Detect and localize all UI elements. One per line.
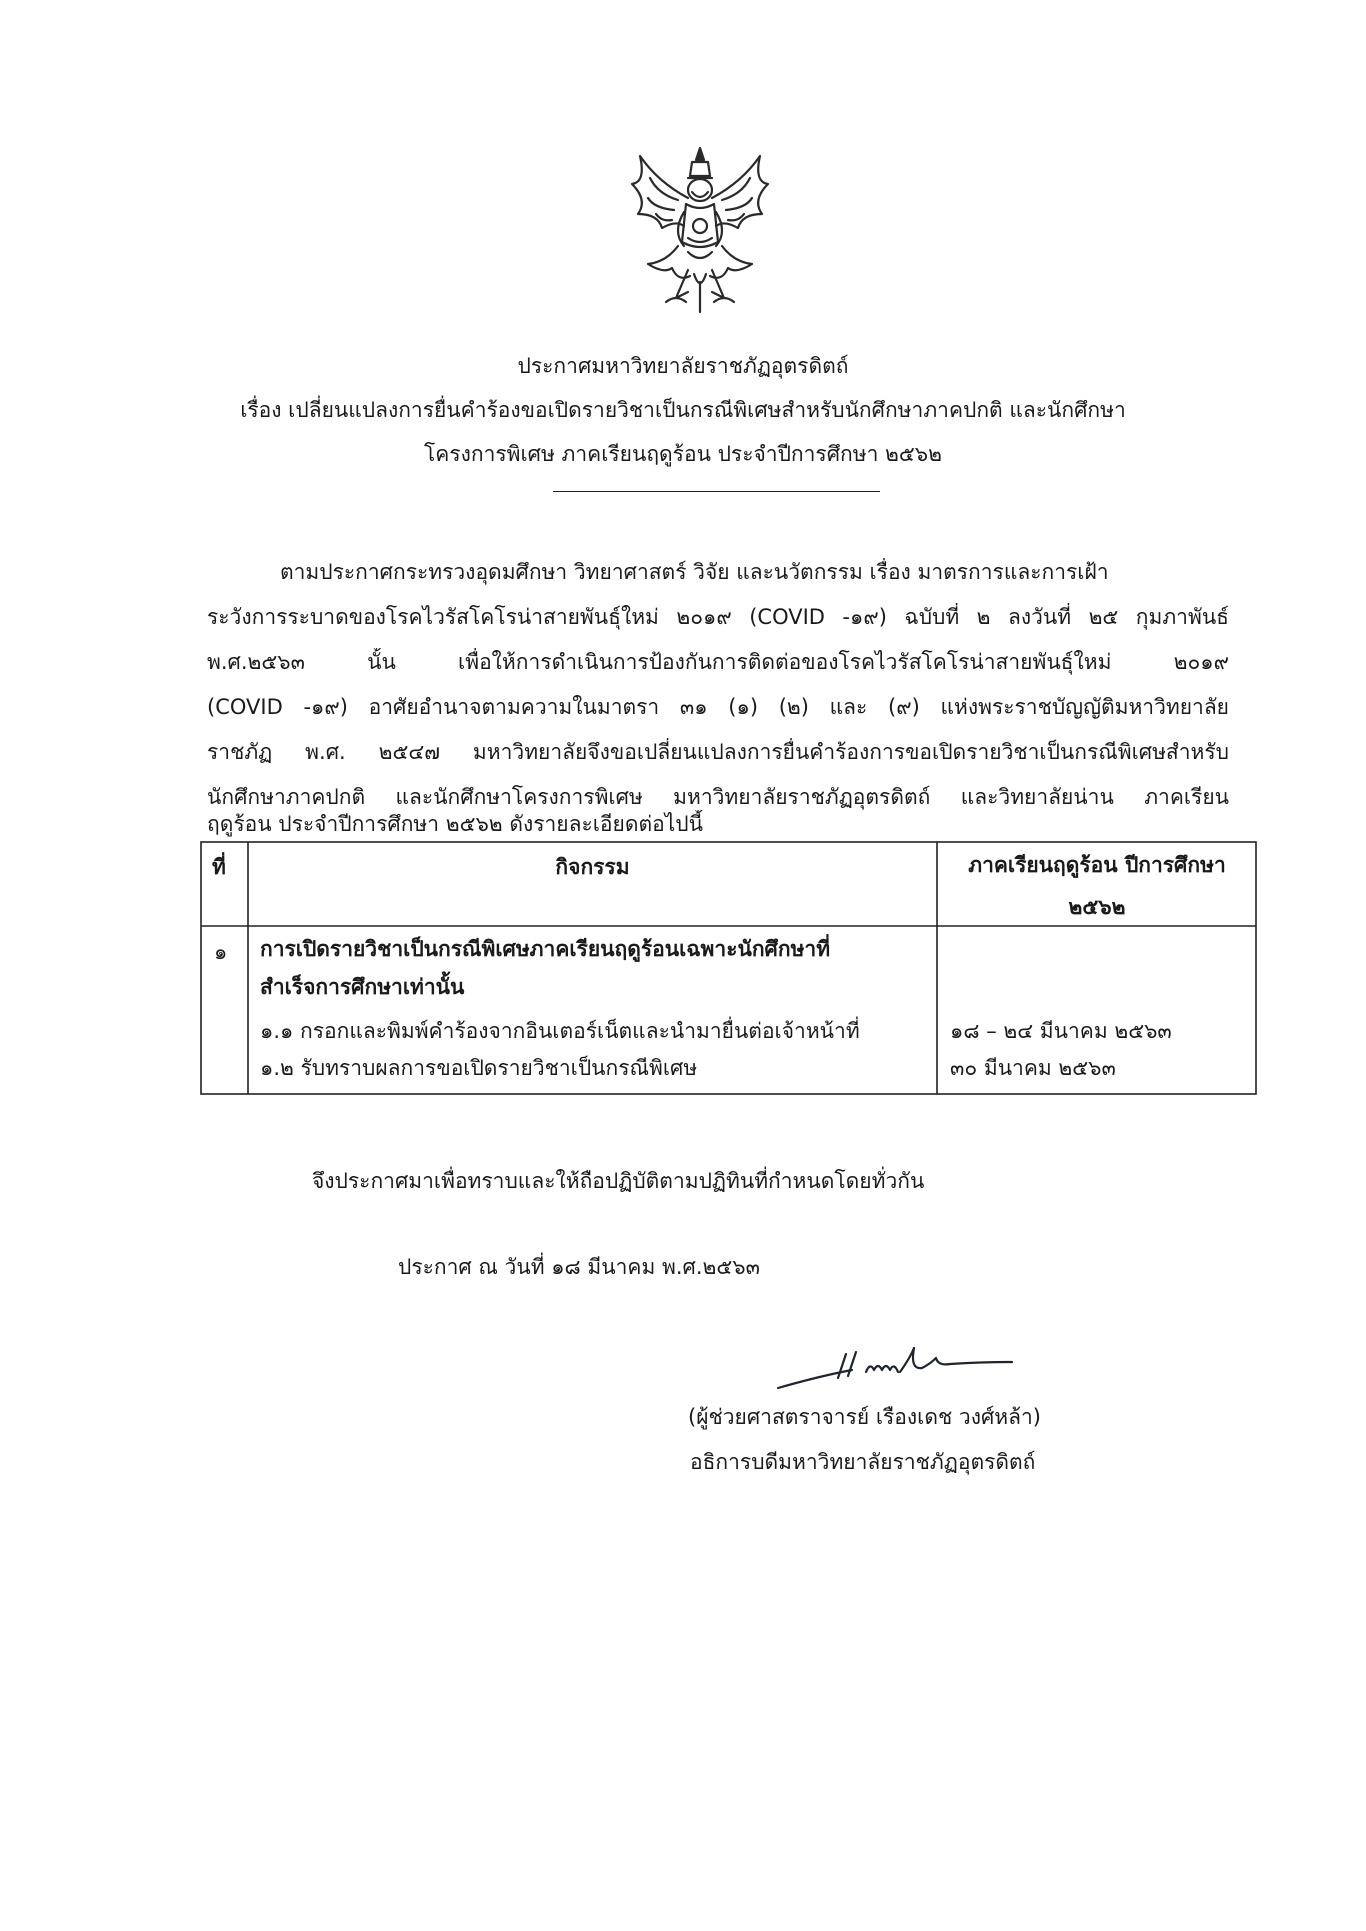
- body-line-2: ระวังการระบาดของโรคไวรัสโคโรน่าสายพันธุ์ใหม่ ๒๐๑๙ (COVID -๑๙) ฉบับที่ ๒ ลงวันที่ ๒๕ กุมภาพันธ์: [207, 605, 1229, 629]
- body-line-5: ราชภัฏ พ.ศ. ๒๕๔๗ มหาวิทยาลัยจึงขอเปลี่ยนแปลงการยื่นคำร้องการขอเปิดรายวิชาเป็นกรณีพิเศษสำหรับ: [207, 740, 1229, 764]
- row-title-line-1: การเปิดรายวิชาเป็นกรณีพิเศษภาคเรียนฤดูร้อนเฉพาะนักศึกษาที่: [260, 937, 831, 961]
- header-activity: กิจกรรม: [555, 855, 630, 879]
- body-line-6: นักศึกษาภาคปกติ และนักศึกษาโครงการพิเศษ มหาวิทยาลัยราชภัฏอุตรดิตถ์ และวิทยาลัยน่าน ภาคเรียน: [207, 785, 1229, 809]
- row-no: ๑: [214, 940, 228, 964]
- signatory-name: (ผู้ช่วยศาสตราจารย์ เรืองเดช วงศ์หล้า): [688, 1405, 1041, 1429]
- row-item-1-text: ๑.๑ กรอกและพิมพ์คำร้องจากอินเตอร์เน็ตและนำมายื่นต่อเจ้าหน้าที่: [260, 1019, 860, 1043]
- body-line-3: พ.ศ.๒๕๖๓ นั้น เพื่อให้การดำเนินการป้องกันการติดต่อของโรคไวรัสโคโรน่าสายพันธุ์ใหม่ ๒๐๑๙: [207, 650, 1229, 674]
- row-item-1-date: ๑๘ – ๒๔ มีนาคม ๒๕๖๓: [950, 1019, 1172, 1043]
- header-no: ที่: [212, 855, 226, 879]
- issuer-title: ประกาศมหาวิทยาลัยราชภัฏอุตรดิตถ์: [517, 354, 849, 378]
- heading-divider: [553, 491, 880, 492]
- row-item-2-date: ๓๐ มีนาคม ๒๕๖๓: [950, 1056, 1116, 1080]
- header-term-line-2: ๒๕๖๒: [1068, 895, 1126, 919]
- body-line-7: ฤดูร้อน ประจำปีการศึกษา ๒๕๖๒ ดังรายละเอียดต่อไปนี้: [207, 812, 703, 836]
- signature-icon: [760, 1328, 1020, 1408]
- body-line-4: (COVID -๑๙) อาศัยอำนาจตามความในมาตรา ๓๑ (๑) (๒) และ (๙) แห่งพระราชบัญญัติมหาวิทยาลัย: [207, 695, 1229, 719]
- header-term-line-1: ภาคเรียนฤดูร้อน ปีการศึกษา: [968, 853, 1226, 877]
- body-line-1: ตามประกาศกระทรวงอุดมศึกษา วิทยาศาสตร์ วิจัย และนวัตกรรม เรื่อง มาตรการและการเฝ้า: [280, 560, 1109, 584]
- row-title-line-2: สำเร็จการศึกษาเท่านั้น: [260, 975, 465, 999]
- subject-line-1: เรื่อง เปลี่ยนแปลงการยื่นคำร้องขอเปิดรายวิชาเป็นกรณีพิเศษสำหรับนักศึกษาภาคปกติ และนักศึกษา: [240, 398, 1126, 422]
- signatory-position: อธิการบดีมหาวิทยาลัยราชภัฏอุตรดิตถ์: [690, 1450, 1036, 1474]
- subject-line-2: โครงการพิเศษ ภาคเรียนฤดูร้อน ประจำปีการศึกษา ๒๕๖๒: [424, 442, 942, 466]
- announcement-date: ประกาศ ณ วันที่ ๑๘ มีนาคม พ.ศ.๒๕๖๓: [398, 1255, 760, 1279]
- schedule-table: [200, 841, 1257, 1095]
- garuda-emblem-icon: [618, 142, 782, 318]
- closing-statement: จึงประกาศมาเพื่อทราบและให้ถือปฏิบัติตามปฏิทินที่กำหนดโดยทั่วกัน: [312, 1169, 925, 1193]
- row-item-2-text: ๑.๒ รับทราบผลการขอเปิดรายวิชาเป็นกรณีพิเศษ: [260, 1056, 698, 1080]
